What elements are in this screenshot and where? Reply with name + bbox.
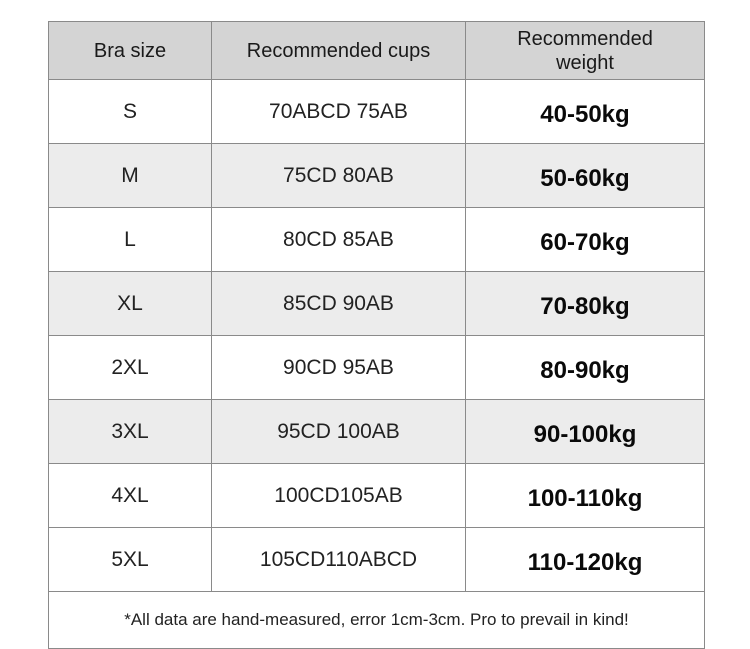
weight-cell: 50-60kg <box>466 144 705 208</box>
table-row <box>49 208 705 272</box>
note-row <box>49 592 705 649</box>
size-cell: 5XL <box>49 528 212 592</box>
table-row <box>49 272 705 336</box>
size-cell: L <box>49 208 212 272</box>
weight-cell: 110-120kg <box>466 528 705 592</box>
table-row <box>49 528 705 592</box>
weight-cell: 80-90kg <box>466 336 705 400</box>
weight-cell: 90-100kg <box>466 400 705 464</box>
table-row <box>49 144 705 208</box>
cups-cell: 100CD105AB <box>212 464 466 528</box>
header-recommended-cups: Recommended cups <box>212 22 466 80</box>
size-cell: S <box>49 80 212 144</box>
size-cell: 2XL <box>49 336 212 400</box>
cups-cell: 90CD 95AB <box>212 336 466 400</box>
weight-cell: 40-50kg <box>466 80 705 144</box>
size-cell: 4XL <box>49 464 212 528</box>
cups-cell: 85CD 90AB <box>212 272 466 336</box>
weight-cell: 60-70kg <box>466 208 705 272</box>
weight-cell: 70-80kg <box>466 272 705 336</box>
header-bra-size: Bra size <box>49 22 212 80</box>
weight-cell: 100-110kg <box>466 464 705 528</box>
cups-cell: 70ABCD 75AB <box>212 80 466 144</box>
cups-cell: 105CD110ABCD <box>212 528 466 592</box>
table-row <box>49 464 705 528</box>
header-recommended-weight-text: Recommended weight <box>517 27 653 74</box>
header-recommended-weight <box>466 22 705 80</box>
size-chart-table <box>48 21 705 649</box>
size-cell: M <box>49 144 212 208</box>
cups-cell: 95CD 100AB <box>212 400 466 464</box>
measurement-note: *All data are hand-measured, error 1cm-3cm. Pro to prevail in kind! <box>49 592 705 649</box>
table-row <box>49 80 705 144</box>
header-row <box>49 22 705 80</box>
size-cell: XL <box>49 272 212 336</box>
table-row <box>49 400 705 464</box>
cups-cell: 80CD 85AB <box>212 208 466 272</box>
size-cell: 3XL <box>49 400 212 464</box>
cups-cell: 75CD 80AB <box>212 144 466 208</box>
table-row <box>49 336 705 400</box>
